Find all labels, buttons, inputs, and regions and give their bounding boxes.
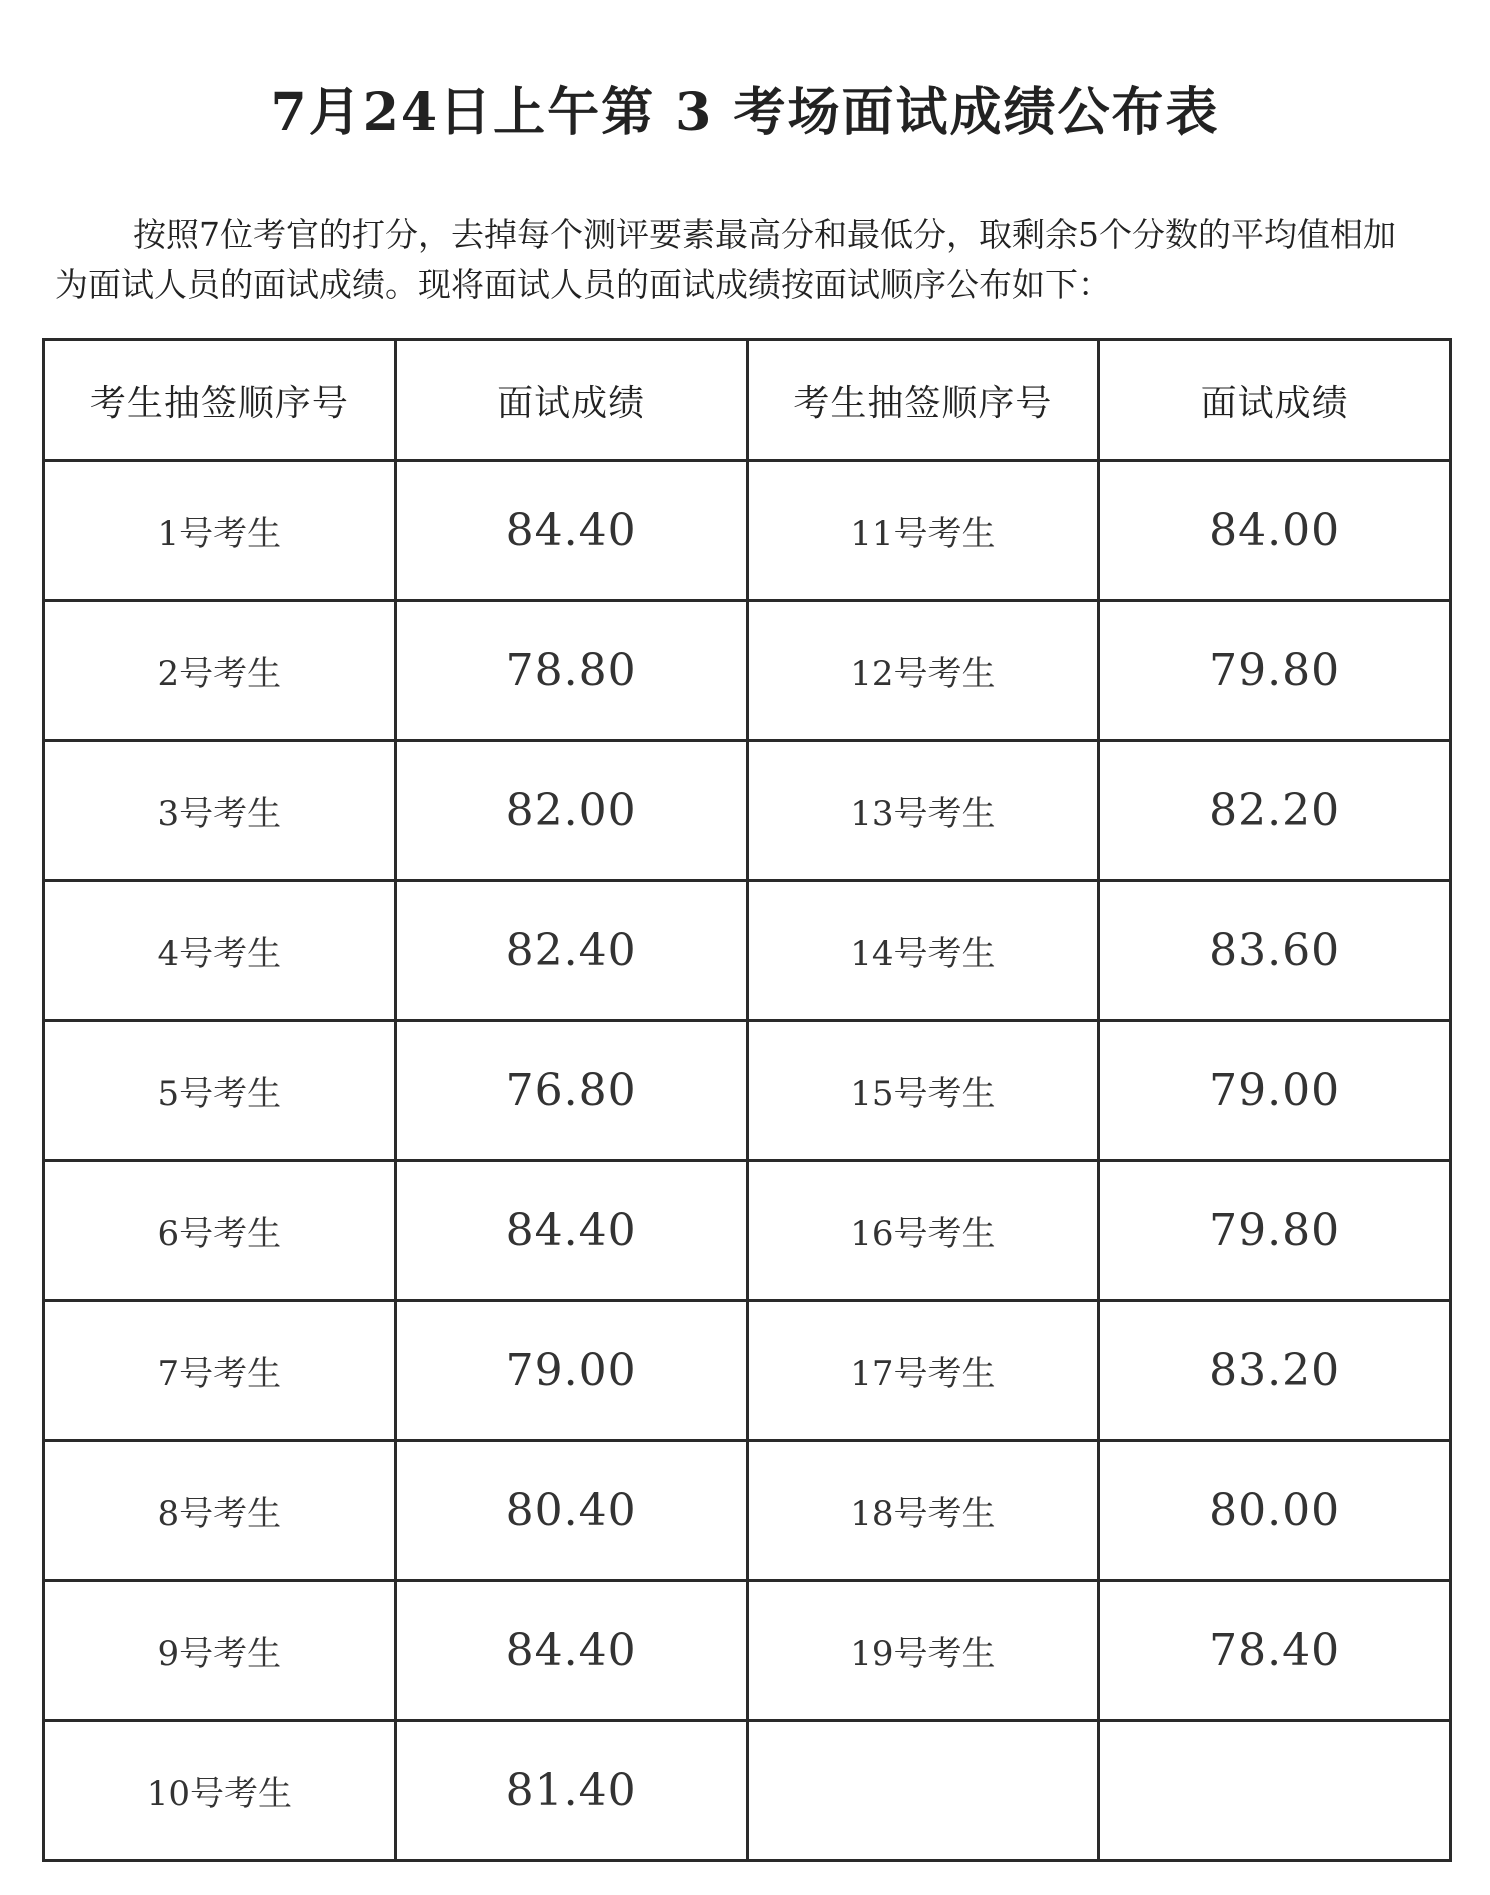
- empty-cell: [1099, 1721, 1451, 1861]
- candidate-id-cell: 10号考生: [44, 1721, 396, 1861]
- score-cell: 79.00: [1099, 1021, 1451, 1161]
- candidate-id-cell: 15号考生: [747, 1021, 1099, 1161]
- table-row: [44, 881, 1451, 1021]
- score-cell: 84.40: [395, 1161, 747, 1301]
- score-cell: 83.60: [1099, 881, 1451, 1021]
- score-cell: 84.40: [395, 461, 747, 601]
- score-cell: 79.80: [1099, 1161, 1451, 1301]
- candidate-id-cell: 6号考生: [44, 1161, 396, 1301]
- candidate-id-cell: 3号考生: [44, 741, 396, 881]
- candidate-id-cell: 11号考生: [747, 461, 1099, 601]
- header-candidate-order-left: 考生抽签顺序号: [44, 340, 396, 461]
- candidate-id-cell: 1号考生: [44, 461, 396, 601]
- table-row: [44, 601, 1451, 741]
- candidate-id-cell: 7号考生: [44, 1301, 396, 1441]
- candidate-id-cell: 16号考生: [747, 1161, 1099, 1301]
- table-row: [44, 1441, 1451, 1581]
- intro-paragraph: 按照7位考官的打分，去掉每个测评要素最高分和最低分，取剩余5个分数的平均值相加为面试人员的面试成绩。现将面试人员的面试成绩按面试顺序公布如下：: [55, 215, 1396, 304]
- header-candidate-order-right: 考生抽签顺序号: [747, 340, 1099, 461]
- header-row: [44, 340, 1451, 461]
- score-cell: 83.20: [1099, 1301, 1451, 1441]
- score-cell: 82.00: [395, 741, 747, 881]
- table-row: [44, 1301, 1451, 1441]
- table-row: [44, 1161, 1451, 1301]
- candidate-id-cell: 4号考生: [44, 881, 396, 1021]
- table-row: [44, 1581, 1451, 1721]
- candidate-id-cell: 19号考生: [747, 1581, 1099, 1721]
- candidate-id-cell: 17号考生: [747, 1301, 1099, 1441]
- table-row: [44, 1721, 1451, 1861]
- candidate-id-cell: 14号考生: [747, 881, 1099, 1021]
- table-row: [44, 1021, 1451, 1161]
- candidate-id-cell: 2号考生: [44, 601, 396, 741]
- score-cell: 78.80: [395, 601, 747, 741]
- score-cell: 81.40: [395, 1721, 747, 1861]
- candidate-id-cell: 5号考生: [44, 1021, 396, 1161]
- score-cell: 82.20: [1099, 741, 1451, 881]
- candidate-id-cell: 8号考生: [44, 1441, 396, 1581]
- candidate-id-cell: 12号考生: [747, 601, 1099, 741]
- score-cell: 76.80: [395, 1021, 747, 1161]
- table-row: [44, 461, 1451, 601]
- score-cell: 79.00: [395, 1301, 747, 1441]
- score-cell: 80.40: [395, 1441, 747, 1581]
- page-title: 7月24日上午第 3 考场面试成绩公布表: [270, 82, 1220, 143]
- header-score-left: 面试成绩: [395, 340, 747, 461]
- score-cell: 80.00: [1099, 1441, 1451, 1581]
- table-row: [44, 741, 1451, 881]
- score-cell: 82.40: [395, 881, 747, 1021]
- candidate-id-cell: 18号考生: [747, 1441, 1099, 1581]
- header-score-right: 面试成绩: [1099, 340, 1451, 461]
- score-cell: 79.80: [1099, 601, 1451, 741]
- score-cell: 84.40: [395, 1581, 747, 1721]
- candidate-id-cell: 13号考生: [747, 741, 1099, 881]
- score-cell: 78.40: [1099, 1581, 1451, 1721]
- candidate-id-cell: 9号考生: [44, 1581, 396, 1721]
- empty-cell: [747, 1721, 1099, 1861]
- score-cell: 84.00: [1099, 461, 1451, 601]
- score-table: [42, 338, 1452, 1862]
